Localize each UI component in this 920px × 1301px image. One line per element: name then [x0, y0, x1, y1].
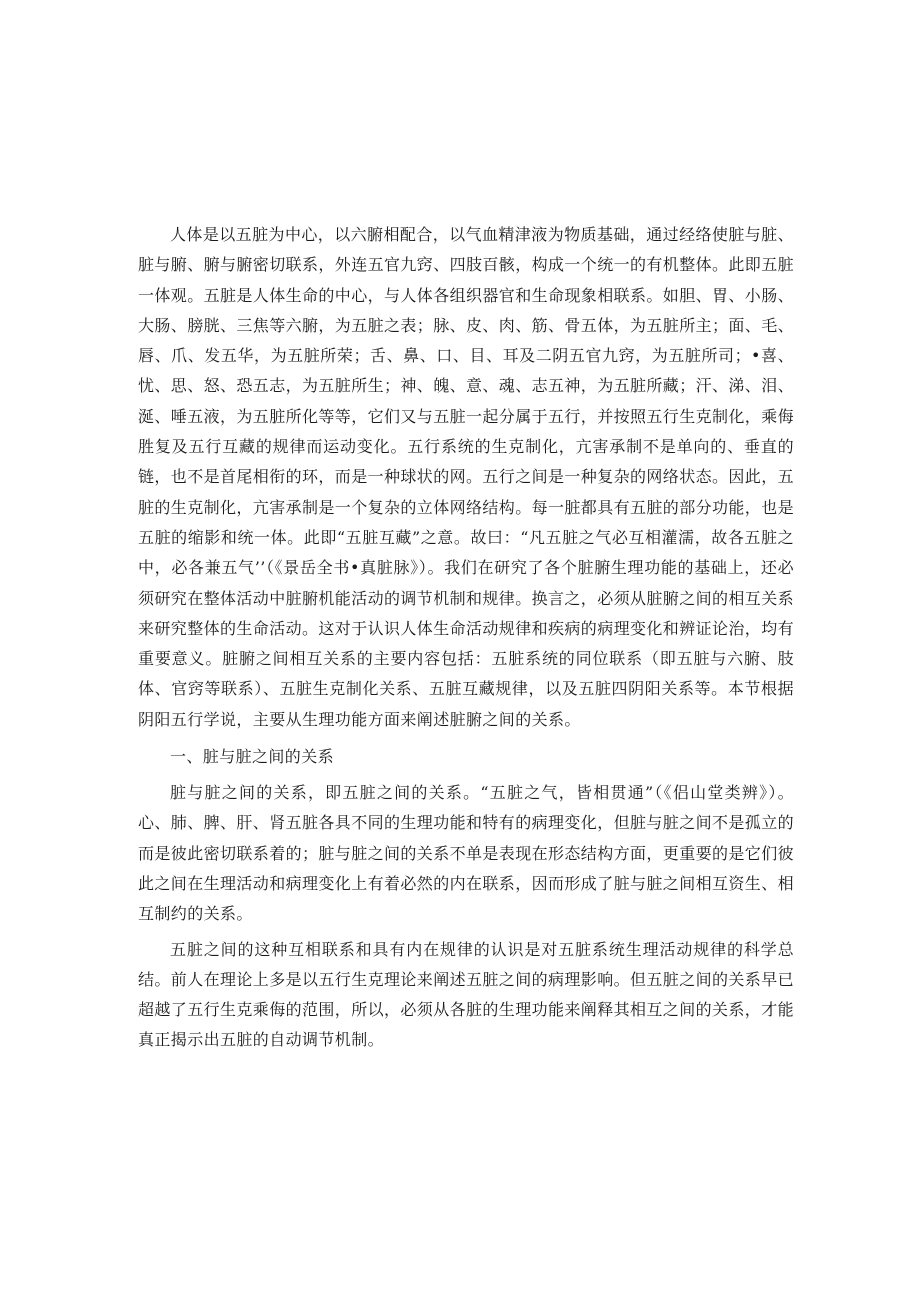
section-paragraph-1: 脏与脏之间的关系，即五脏之间的关系。“五脏之气，皆相贯通”（《侣山堂类辨》）。心、肺、脾、肝、肾五脏各具不同的生理功能和特有的病理变化，但脏与脏之间不是孤立的而是彼此密切联系着的；脏与脏之间的关系不单是表现在形态结构方面，更重要的是它们彼此之间在生理活动和病理变化上有着必然的内在联系，因而形成了脏与脏之间相互资生、相互制约的关系。 [138, 783, 795, 924]
document-body [138, 220, 794, 1056]
section-heading: 一、脏与脏之间的关系 [170, 747, 335, 767]
section-paragraph-2: 五脏之间的这种互相联系和具有内在规律的认识是对五脏系统生理活动规律的科学总结。前人在理论上多是以五行生克理论来阐述五脏之间的病理影响。但五脏之间的关系早已超越了五行生克乘侮的范围，所以，必须从各脏的生理功能来阐释其相互之间的关系，才能真正揭示出五脏的自动调节机制。 [138, 939, 795, 1050]
intro-paragraph: 人体是以五脏为中心，以六腑相配合，以气血精津液为物质基础，通过经络使脏与脏、脏与腑、腑与腑密切联系，外连五官九窍、四肢百骸，构成一个统一的有机整体。此即五脏一体观。五脏是人体生命的中心，与人体各组织器官和生命现象相联系。如胆、胃、小肠、大肠、膀胱、三焦等六腑，为五脏之表；脉、皮、肉、筋、骨五体，为五脏所主；面、毛、唇、爪、发五华，为五脏所荣；舌、鼻、口、目、耳及二阴五官九窍，为五脏所司；•喜、忧、思、怒、恐五志，为五脏所生；神、魄、意、魂、志五神，为五脏所藏；汗、涕、泪、涎、唾五液，为五脏所化等等，它们又与五脏一起分属于五行，并按照五行生克制化，乘侮胜复及五行互藏的规律而运动变化。五行系统的生克制化，亢害承制不是单向的、垂直的链，也不是首尾相衔的环，而是一种球状的网。五行之间是一种复杂的网络状态。因此，五脏的生克制化，亢害承制是一个复杂的立体网络结构。每一脏都具有五脏的部分功能，也是五脏的缩影和统一体。此即“五脏互藏”之意。故曰：“凡五脏之气必互相灌濡，故各五脏之中，必各兼五气’’（《景岳全书•真脏脉》）。我们在研究了各个脏腑生理功能的基础上，还必须研究在整体活动中脏腑机能活动的调节机制和规律。换言之，必须从脏腑之间的相互关系来研究整体的生命活动。这对于认识人体生命活动规律和疾病的病理变化和辨证论治，均有重要意义。脏腑之间相互关系的主要内容包括：五脏系统的同位联系（即五脏与六腑、肢体、官窍等联系）、五脏生克制化关系、五脏互藏规律，以及五脏四阴阳关系等。本节根据阴阳五行学说，主要从生理功能方面来阐述脏腑之间的关系。 [138, 225, 795, 729]
